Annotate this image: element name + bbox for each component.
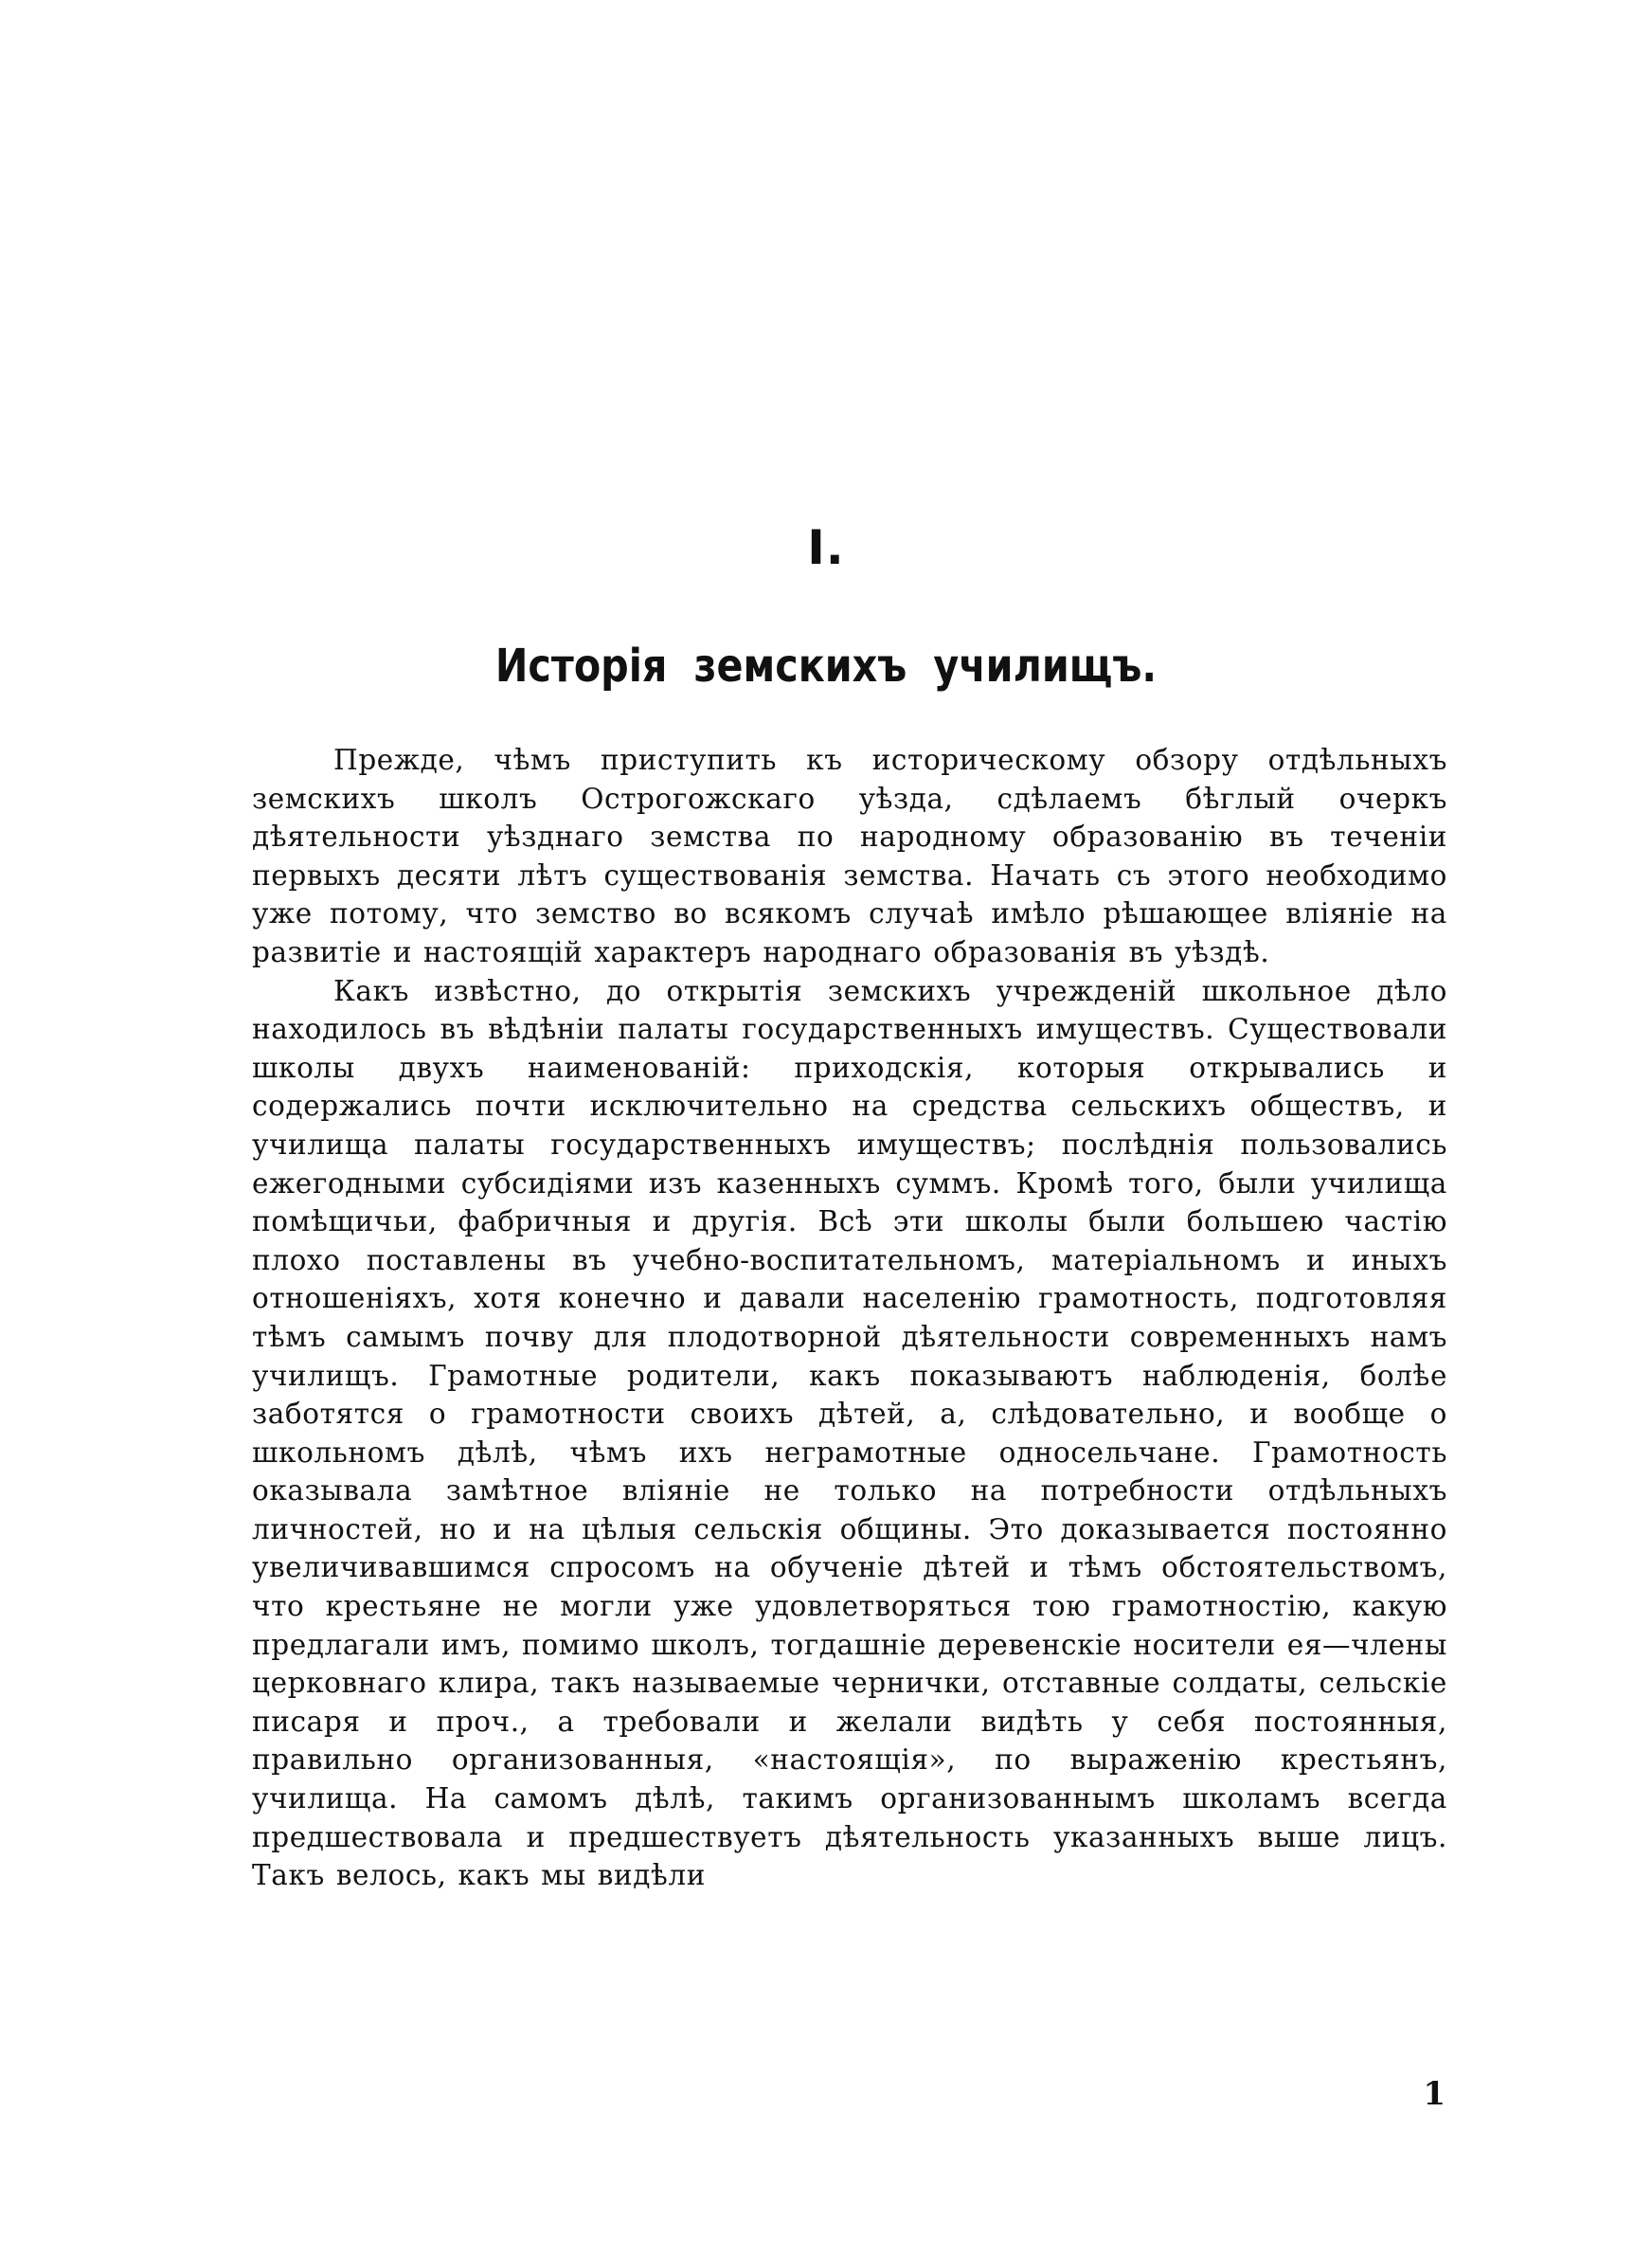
chapter-number: I. [807,520,845,575]
chapter-title: Исторія земскихъ училищъ. [494,640,1158,693]
paragraph-1: Прежде, чѣмъ приступить къ историческому обзору отдѣльныхъ земскихъ школъ Острогожскаго уѣзда, сдѣлаемъ бѣглый очеркъ дѣятельности уѣзднаго земства по народному образованію въ теченіи первыхъ десяти лѣтъ существованія земства. Начать съ этого необходимо уже потому, что земство во всякомъ случаѣ имѣло рѣшающее вліяніе на развитіе и настоящій характеръ народнаго образованія въ уѣздѣ. [252,744,1447,968]
body-text [252,741,1447,1895]
paragraph-2: Какъ извѣстно, до открытія земскихъ учрежденій школьное дѣло находилось въ вѣдѣніи палаты государственныхъ имуществъ. Существовали школы двухъ наименованій: приходскія, которыя открывались и содержались почти исключительно на средства сельскихъ обществъ, и училища палаты государственныхъ имуществъ; послѣднія пользовались ежегодными субсидіями изъ казенныхъ суммъ. Кромѣ того, были училища помѣщичьи, фабричныя и другія. Всѣ эти школы были большею частію плохо поставлены въ учебно-воспитательномъ, матеріальномъ и иныхъ отношеніяхъ, хотя конечно и давали населенію грамотность, подготовляя тѣмъ самымъ почву для плодотворной дѣятельности современныхъ намъ училищъ. Грамотные родители, какъ показываютъ наблюденія, болѣе заботятся о грамотности своихъ дѣтей, а, слѣдовательно, и вообще о школьномъ дѣлѣ, чѣмъ ихъ неграмотные односельчане. Грамотность оказывала замѣтное вліяніе не только на потребности отдѣльныхъ личностей, но и на цѣлыя сельскія общины. Это доказывается постоянно увеличивавшимся спросомъ на обученіе дѣтей и тѣмъ обстоятельствомъ, что крестьяне не могли уже удовлетворяться тою грамотностію, какую предлагали имъ, помимо школъ, тогдашніе деревенскіе носители ея—члены церковнаго клира, такъ называемые чернички, отставные солдаты, сельскіе писаря и проч., а требовали и желали видѣть у себя постоянныя, правильно организованныя, «настоящія», по выраженію крестьянъ, училища. На самомъ дѣлѣ, такимъ организованнымъ школамъ всегда предшествовала и предшествуетъ дѣятельность указанныхъ выше лицъ. Такъ велось, какъ мы видѣли [252,974,1447,1892]
page-number: 1 [1423,2075,1446,2113]
